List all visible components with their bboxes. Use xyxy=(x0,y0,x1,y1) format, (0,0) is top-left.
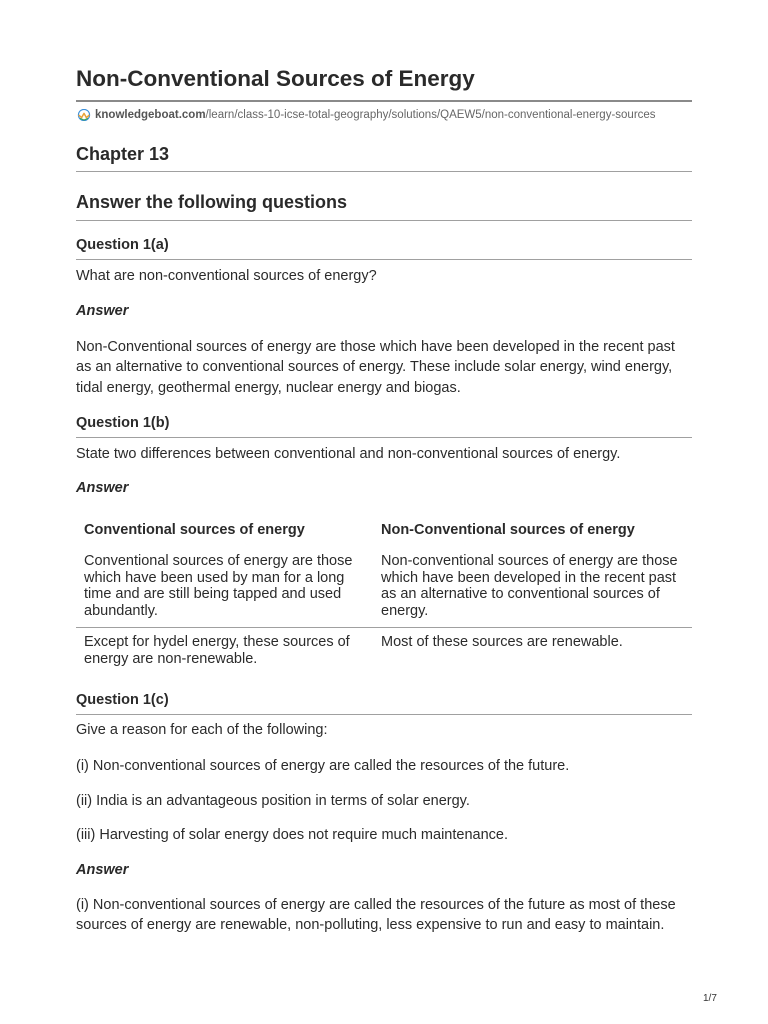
table-header-row xyxy=(76,512,692,548)
question-1a-label: Question 1(a) xyxy=(76,237,169,253)
page-number: 1/7 xyxy=(703,993,717,1004)
table-cell: Conventional sources of energy are those which have been used by man for a long time and are still being tapped and used abundantly. xyxy=(84,553,353,619)
source-domain[interactable]: knowledgeboat.com xyxy=(95,109,206,121)
question-1c-label: Question 1(c) xyxy=(76,692,169,708)
title-divider xyxy=(76,100,692,102)
question-1a-divider xyxy=(76,259,692,260)
section-heading: Answer the following questions xyxy=(76,192,348,212)
answer-label: Answer xyxy=(76,480,129,496)
knowledgeboat-logo-icon xyxy=(76,109,92,121)
question-1c-item: (i) Non-conventional sources of energy are called the resources of the future. xyxy=(76,758,570,774)
question-1c-item: (ii) India is an advantageous position in terms of solar energy. xyxy=(76,793,470,809)
question-1c-text: Give a reason for each of the following: xyxy=(76,722,328,738)
table-header-cell: Non-Conventional sources of energy xyxy=(381,521,635,538)
answer-label: Answer xyxy=(76,303,129,319)
differences-table xyxy=(76,512,692,667)
question-1b-divider xyxy=(76,437,692,438)
answer-1a-text: Non-Conventional sources of energy are those which have been developed in the recent past as an alternative to conventional sources of energy. These include solar energy, wind energy, tidal energy, geothermal energy, nuclear energy and biogas. xyxy=(76,339,675,396)
table-header-cell: Conventional sources of energy xyxy=(84,521,305,538)
question-1a-text: What are non-conventional sources of energy? xyxy=(76,268,377,284)
table-row xyxy=(76,548,692,628)
source-link[interactable] xyxy=(76,107,656,123)
question-1c-item: (iii) Harvesting of solar energy does not require much maintenance. xyxy=(76,827,508,843)
answer-1c-text: (i) Non-conventional sources of energy are called the resources of the future as most of these sources of energy are renewable, non-polluting, less expensive to run and easy to maintain. xyxy=(76,897,676,934)
section-divider xyxy=(76,220,692,221)
question-1c-divider xyxy=(76,714,692,715)
chapter-heading: Chapter 13 xyxy=(76,144,170,164)
table-cell: Except for hydel energy, these sources of energy are non-renewable. xyxy=(84,634,350,667)
document-title: Non-Conventional Sources of Energy xyxy=(76,66,475,91)
table-cell: Non-conventional sources of energy are those which have been developed in the recent past as an alternative to conventional sources of energy. xyxy=(381,553,678,619)
chapter-divider xyxy=(76,171,692,172)
source-path[interactable]: /learn/class-10-icse-total-geography/solutions/QAEW5/non-conventional-energy-sources xyxy=(205,109,656,121)
answer-label: Answer xyxy=(76,862,129,878)
table-row xyxy=(76,628,692,667)
question-1b-label: Question 1(b) xyxy=(76,415,170,431)
question-1b-text: State two differences between conventional and non-conventional sources of energy. xyxy=(76,446,621,462)
table-cell: Most of these sources are renewable. xyxy=(381,634,623,650)
